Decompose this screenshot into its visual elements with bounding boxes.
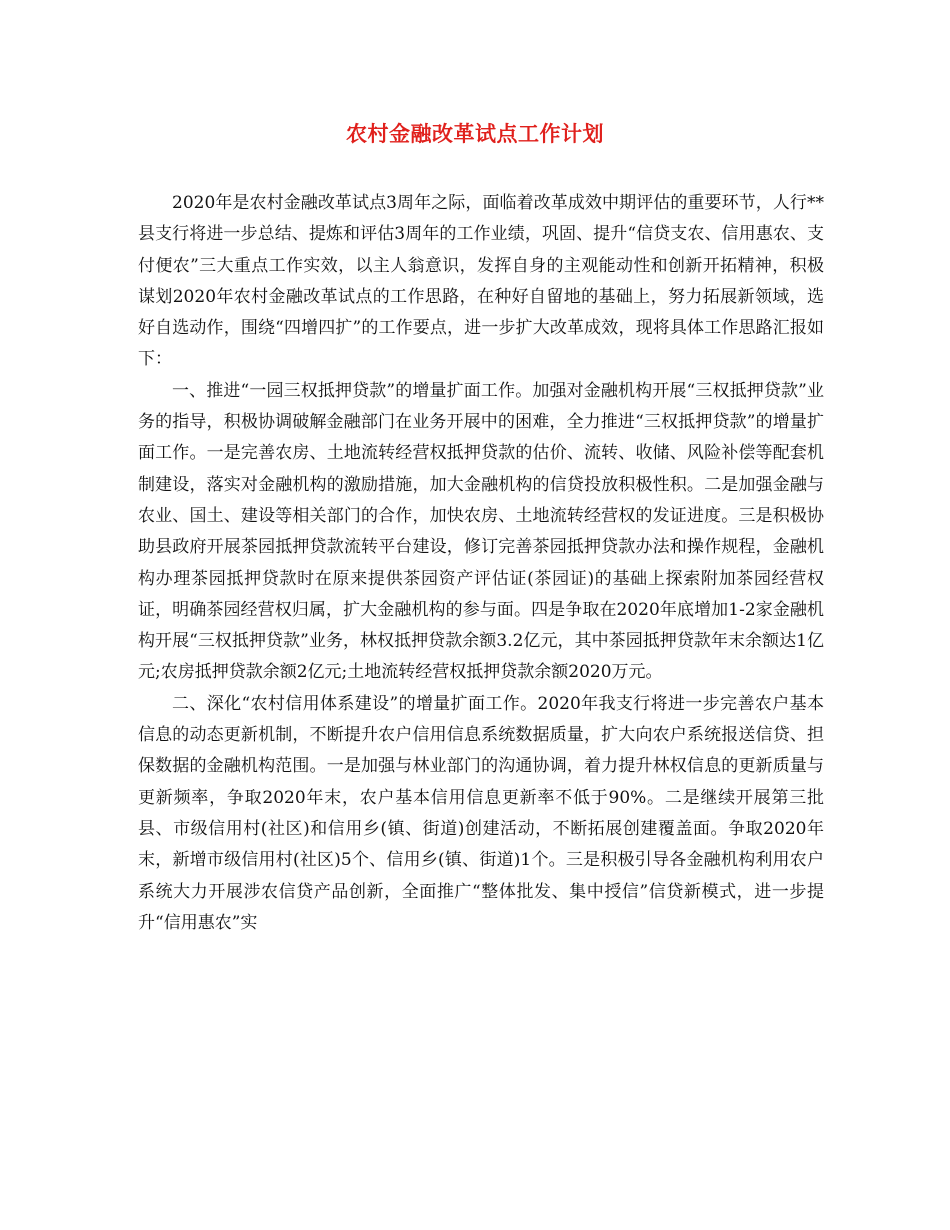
document-body <box>138 188 824 939</box>
paragraph-intro: 2020年是农村金融改革试点3周年之际，面临着改革成效中期评估的重要环节，人行**县支行将进一步总结、提炼和评估3周年的工作业绩，巩固、提升“信贷支农、信用惠农、支付便农”三大重点工作实效，以主人翁意识，发挥自身的主观能动性和创新开拓精神，积极谋划2020年农村金融改革试点的工作思路，在种好自留地的基础上，努力拓展新领域，选好自选动作，围绕“四增四扩”的工作要点，进一步扩大改革成效，现将具体工作思路汇报如下： <box>138 193 824 370</box>
paragraph-section-two: 二、深化“农村信用体系建设”的增量扩面工作。2020年我支行将进一步完善农户基本信息的动态更新机制，不断提升农户信用信息系统数据质量，扩大向农户系统报送信贷、担保数据的金融机构范围。一是加强与林业部门的沟通协调，着力提升林权信息的更新质量与更新频率，争取2020年末，农户基本信用信息更新率不低于90%。二是继续开展第三批县、市级信用村(社区)和信用乡(镇、街道)创建活动，不断拓展创建覆盖面。争取2020年末，新增市级信用村(社区)5个、信用乡(镇、街道)1个。三是积极引导各金融机构利用农户系统大力开展涉农信贷产品创新，全面推广“整体批发、集中授信”信贷新模式，进一步提升“信用惠农”实 <box>138 693 824 933</box>
document-title: 农村金融改革试点工作计划 <box>346 122 604 146</box>
paragraph-section-one: 一、推进“一园三权抵押贷款”的增量扩面工作。加强对金融机构开展“三权抵押贷款”业务的指导，积极协调破解金融部门在业务开展中的困难，全力推进“三权抵押贷款”的增量扩面工作。一是完善农房、土地流转经营权抵押贷款的估价、流转、收储、风险补偿等配套机制建设，落实对金融机构的激励措施，加大金融机构的信贷投放积极性积。二是加强金融与农业、国土、建设等相关部门的合作，加快农房、土地流转经营权的发证进度。三是积极协助县政府开展茶园抵押贷款流转平台建设，修订完善茶园抵押贷款办法和操作规程，金融机构办理茶园抵押贷款时在原来提供茶园资产评估证(茶园证)的基础上探索附加茶园经营权证，明确茶园经营权归属，扩大金融机构的参与面。四是争取在2020年底增加1-2家金融机构开展“三权抵押贷款”业务，林权抵押贷款余额3.2亿元，其中茶园抵押贷款年末余额达1亿元;农房抵押贷款余额2亿元;土地流转经营权抵押贷款余额2020万元。 <box>138 380 824 683</box>
